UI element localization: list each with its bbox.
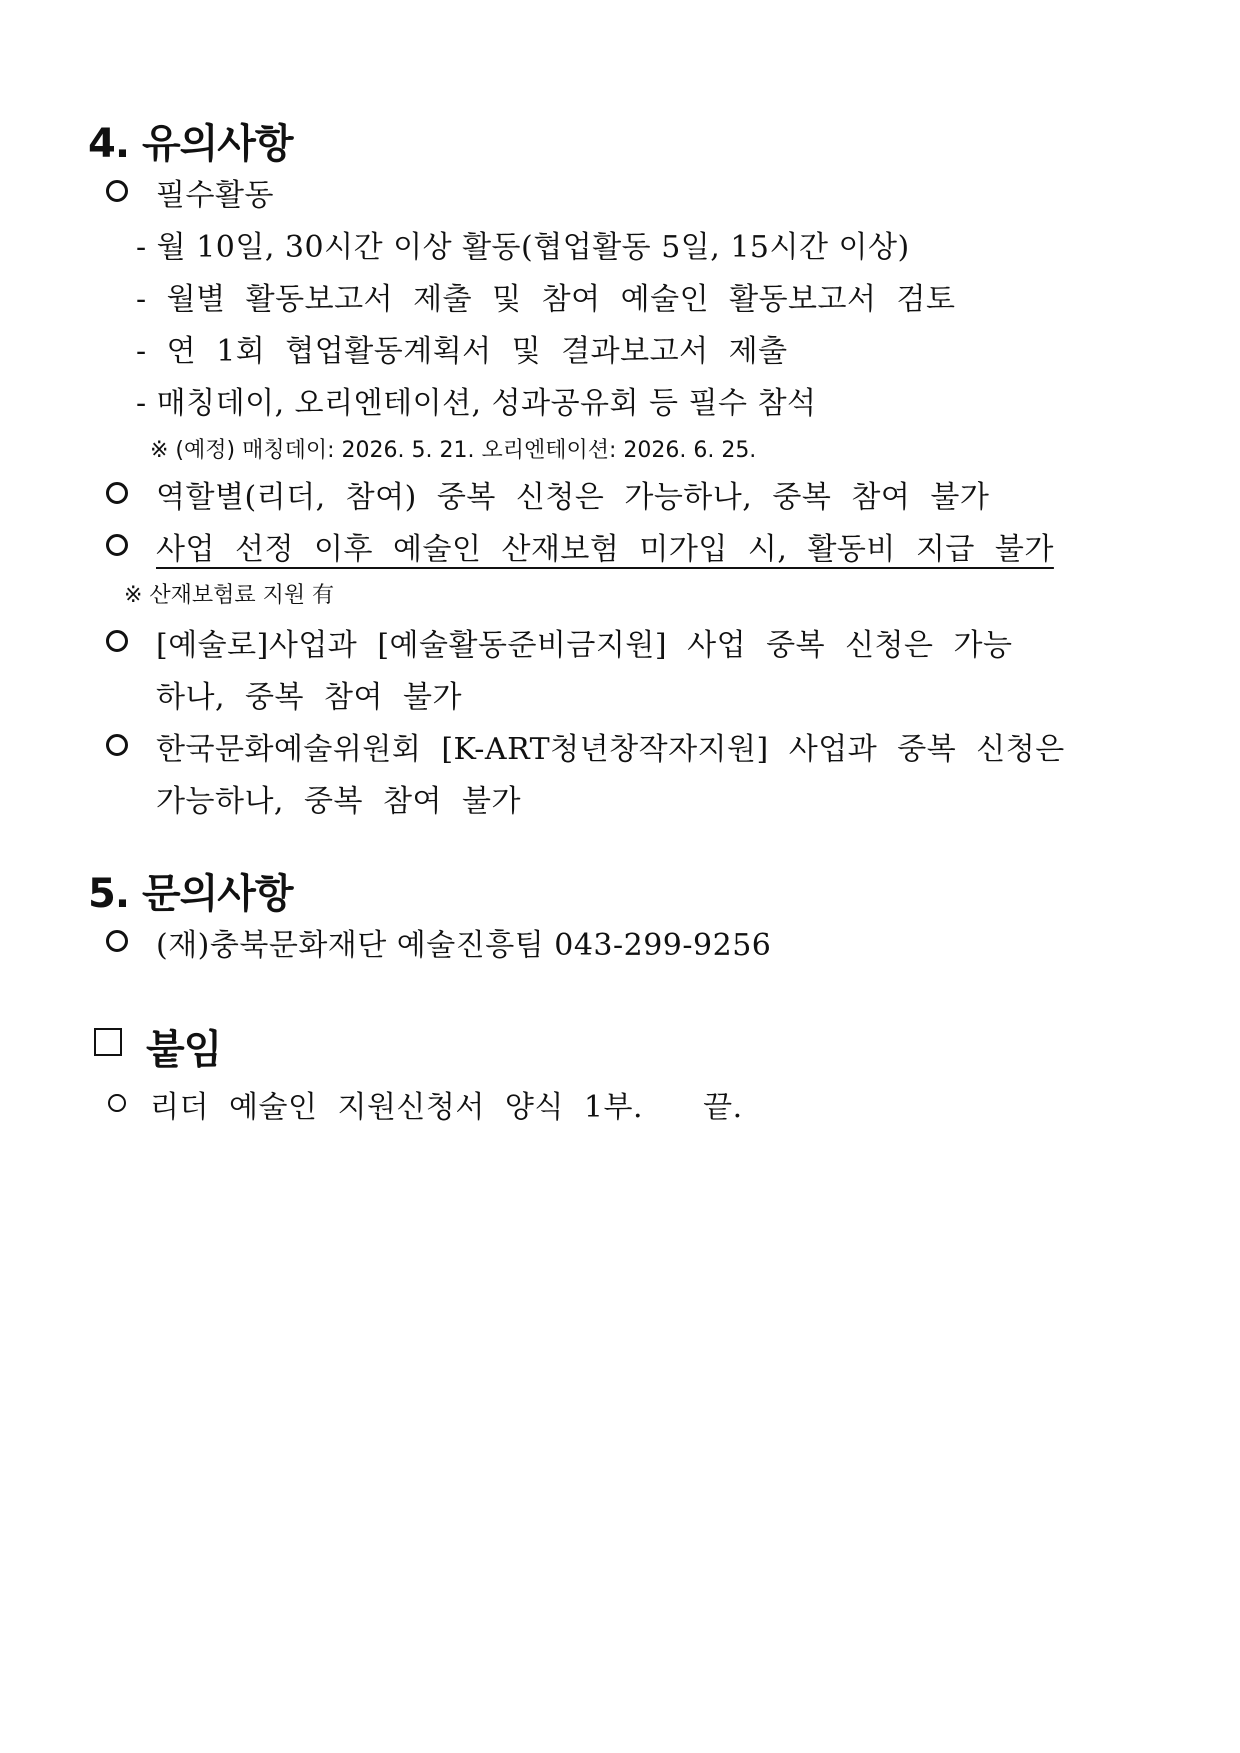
attachment-item: 리더 예술인 지원신청서 양식 1부. 끝. <box>150 1090 743 1125</box>
item-role-duplicate: 역할별(리더, 참여) 중복 신청은 가능하나, 중복 참여 불가 <box>156 480 990 515</box>
schedule-note: ※ (예정) 매칭데이: 2026. 5. 21. 오리엔테이션: 2026. 6. 25. <box>150 438 757 463</box>
square-checkbox-icon <box>94 1028 122 1056</box>
circle-bullet-icon <box>106 534 128 556</box>
circle-bullet-icon <box>108 1094 126 1112</box>
circle-bullet-icon <box>106 930 128 952</box>
insurance-note: ※ 산재보험료 지원 有 <box>124 583 335 608</box>
sub-item-3: - 연 1회 협업활동계획서 및 결과보고서 제출 <box>136 334 788 369</box>
circle-bullet-icon <box>106 180 128 202</box>
item-kart-duplicate: 한국문화예술위원회 [K-ART청년창작자지원] 사업과 중복 신청은 <box>156 732 1065 767</box>
circle-bullet-icon <box>106 734 128 756</box>
item-art-project-duplicate-cont: 하나, 중복 참여 불가 <box>156 680 462 715</box>
sub-item-4: - 매칭데이, 오리엔테이션, 성과공유회 등 필수 참석 <box>136 386 817 421</box>
section-5-heading: 5. 문의사항 <box>88 871 293 917</box>
sub-item-1: - 월 10일, 30시간 이상 활동(협업활동 5일, 15시간 이상) <box>136 230 910 265</box>
circle-bullet-icon <box>106 482 128 504</box>
item-art-project-duplicate: [예술로]사업과 [예술활동준비금지원] 사업 중복 신청은 가능 <box>156 628 1013 663</box>
circle-bullet-icon <box>106 630 128 652</box>
item-required-activities: 필수활동 <box>156 178 274 213</box>
item-insurance-underlined: 사업 선정 이후 예술인 산재보험 미가입 시, 활동비 지급 불가 <box>156 532 1054 567</box>
section-4-heading: 4. 유의사항 <box>88 121 293 167</box>
sub-item-2: - 월별 활동보고서 제출 및 참여 예술인 활동보고서 검토 <box>136 282 956 317</box>
item-kart-duplicate-cont: 가능하나, 중복 참여 불가 <box>156 784 521 819</box>
attachment-heading: 붙임 <box>146 1027 222 1073</box>
contact-info: (재)충북문화재단 예술진흥팀 043-299-9256 <box>156 928 772 963</box>
